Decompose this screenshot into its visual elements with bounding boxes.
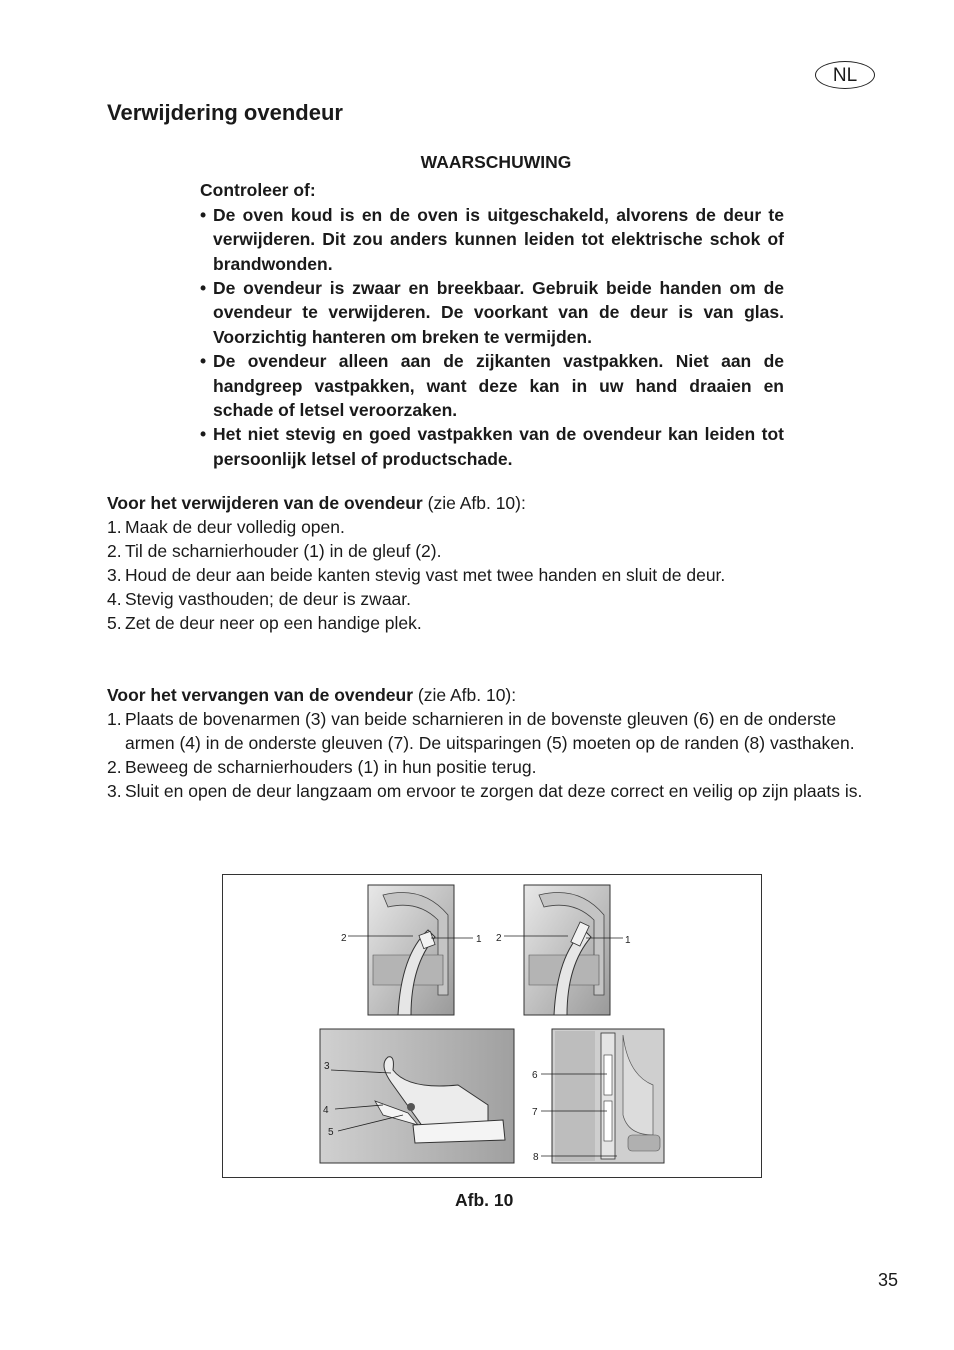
- figure-caption: Afb. 10: [455, 1190, 514, 1210]
- callout-4: 4: [323, 1105, 329, 1116]
- replace-steps: [107, 707, 867, 803]
- warning-bullet: • De oven koud is en de oven is uitgeschakeld, alvorens de deur te verwijderen. Dit zou anders kunnen leiden tot elektrische schok of brandwonden.: [200, 203, 784, 276]
- step-text: Maak de deur volledig open.: [125, 517, 345, 538]
- warning-bullet: • Het niet stevig en goed vastpakken van de ovendeur kan leiden tot persoonlijk letsel of productschade.: [200, 422, 784, 471]
- list-item: [107, 779, 867, 803]
- step-text: Til de scharnierhouder (1) in de gleuf (2).: [125, 541, 442, 562]
- list-item: [107, 515, 867, 539]
- step-number: 2.: [107, 757, 122, 778]
- list-item: [107, 563, 867, 587]
- callout-8: 8: [533, 1152, 539, 1163]
- page-number: 35: [878, 1270, 899, 1290]
- warning-bullet: • De ovendeur alleen aan de zijkanten vastpakken. Niet aan de handgreep vastpakken, want deze kan in uw hand draaien en schade of letsel veroorzaken.: [200, 349, 784, 422]
- step-number: 3.: [107, 565, 122, 586]
- callout-7: 7: [532, 1107, 538, 1118]
- step-text: Sluit en open de deur langzaam om ervoor te zorgen dat deze correct en veilig op zijn plaats is.: [125, 781, 863, 802]
- language-badge: NL: [815, 61, 875, 89]
- replace-heading-bold: Voor het vervangen van de ovendeur: [107, 685, 414, 705]
- hinge-panel-top-left: [341, 885, 482, 1015]
- step-number: 2.: [107, 541, 122, 562]
- hinge-arm-panel: [320, 1029, 514, 1163]
- step-number: 3.: [107, 781, 122, 802]
- list-item: [107, 611, 867, 635]
- remove-heading-bold: Voor het verwijderen van de ovendeur: [107, 493, 423, 513]
- list-item: [107, 755, 867, 779]
- remove-door-section: [107, 491, 867, 636]
- warning-intro: Controleer of:: [200, 180, 316, 201]
- replace-door-section: [107, 683, 867, 803]
- step-number: 4.: [107, 589, 122, 610]
- hinge-panel-top-right: [496, 885, 631, 1015]
- page-title: Verwijdering ovendeur: [107, 100, 343, 125]
- callout-5: 5: [328, 1127, 334, 1138]
- callout-2: 2: [341, 933, 347, 944]
- warning-list: [200, 203, 784, 471]
- step-number: 5.: [107, 613, 122, 634]
- replace-heading: [107, 683, 867, 707]
- callout-1: 1: [476, 934, 482, 945]
- hinge-illustration: [223, 875, 761, 1177]
- remove-heading-ref: (zie Afb. 10):: [422, 493, 526, 513]
- hinge-slot-panel: [532, 1029, 664, 1163]
- list-item: [107, 539, 867, 563]
- figure-10-frame: [222, 874, 762, 1178]
- step-text: Beweeg de scharnierhouders (1) in hun positie terug.: [125, 757, 537, 778]
- step-text: Zet de deur neer op een handige plek.: [125, 613, 422, 634]
- callout-6: 6: [532, 1070, 538, 1081]
- callout-2: 2: [496, 933, 502, 944]
- list-item: [107, 587, 867, 611]
- warning-bullet: • De ovendeur is zwaar en breekbaar. Gebruik beide handen om de ovendeur te verwijderen. De voorkant van de deur is van glas. Voorzichtig hanteren om breken te vermijden.: [200, 276, 784, 349]
- callout-1: 1: [625, 935, 631, 946]
- step-text: Plaats de bovenarmen (3) van beide scharnieren in de bovenste gleuven (6) en de onderste armen (4) in de onderste gleuven (7). De uitsparingen (5) moeten op de randen (8) vasthaken.: [125, 709, 855, 754]
- remove-steps: [107, 515, 867, 635]
- warning-heading: WAARSCHUWING: [420, 152, 572, 172]
- remove-heading: [107, 491, 867, 515]
- step-number: 1.: [107, 517, 122, 538]
- step-number: 1.: [107, 709, 122, 730]
- warning-box: [200, 150, 784, 471]
- list-item: [107, 707, 867, 755]
- replace-heading-ref: (zie Afb. 10):: [413, 685, 517, 705]
- step-text: Stevig vasthouden; de deur is zwaar.: [125, 589, 412, 610]
- callout-3: 3: [324, 1061, 330, 1072]
- step-text: Houd de deur aan beide kanten stevig vast met twee handen en sluit de deur.: [125, 565, 726, 586]
